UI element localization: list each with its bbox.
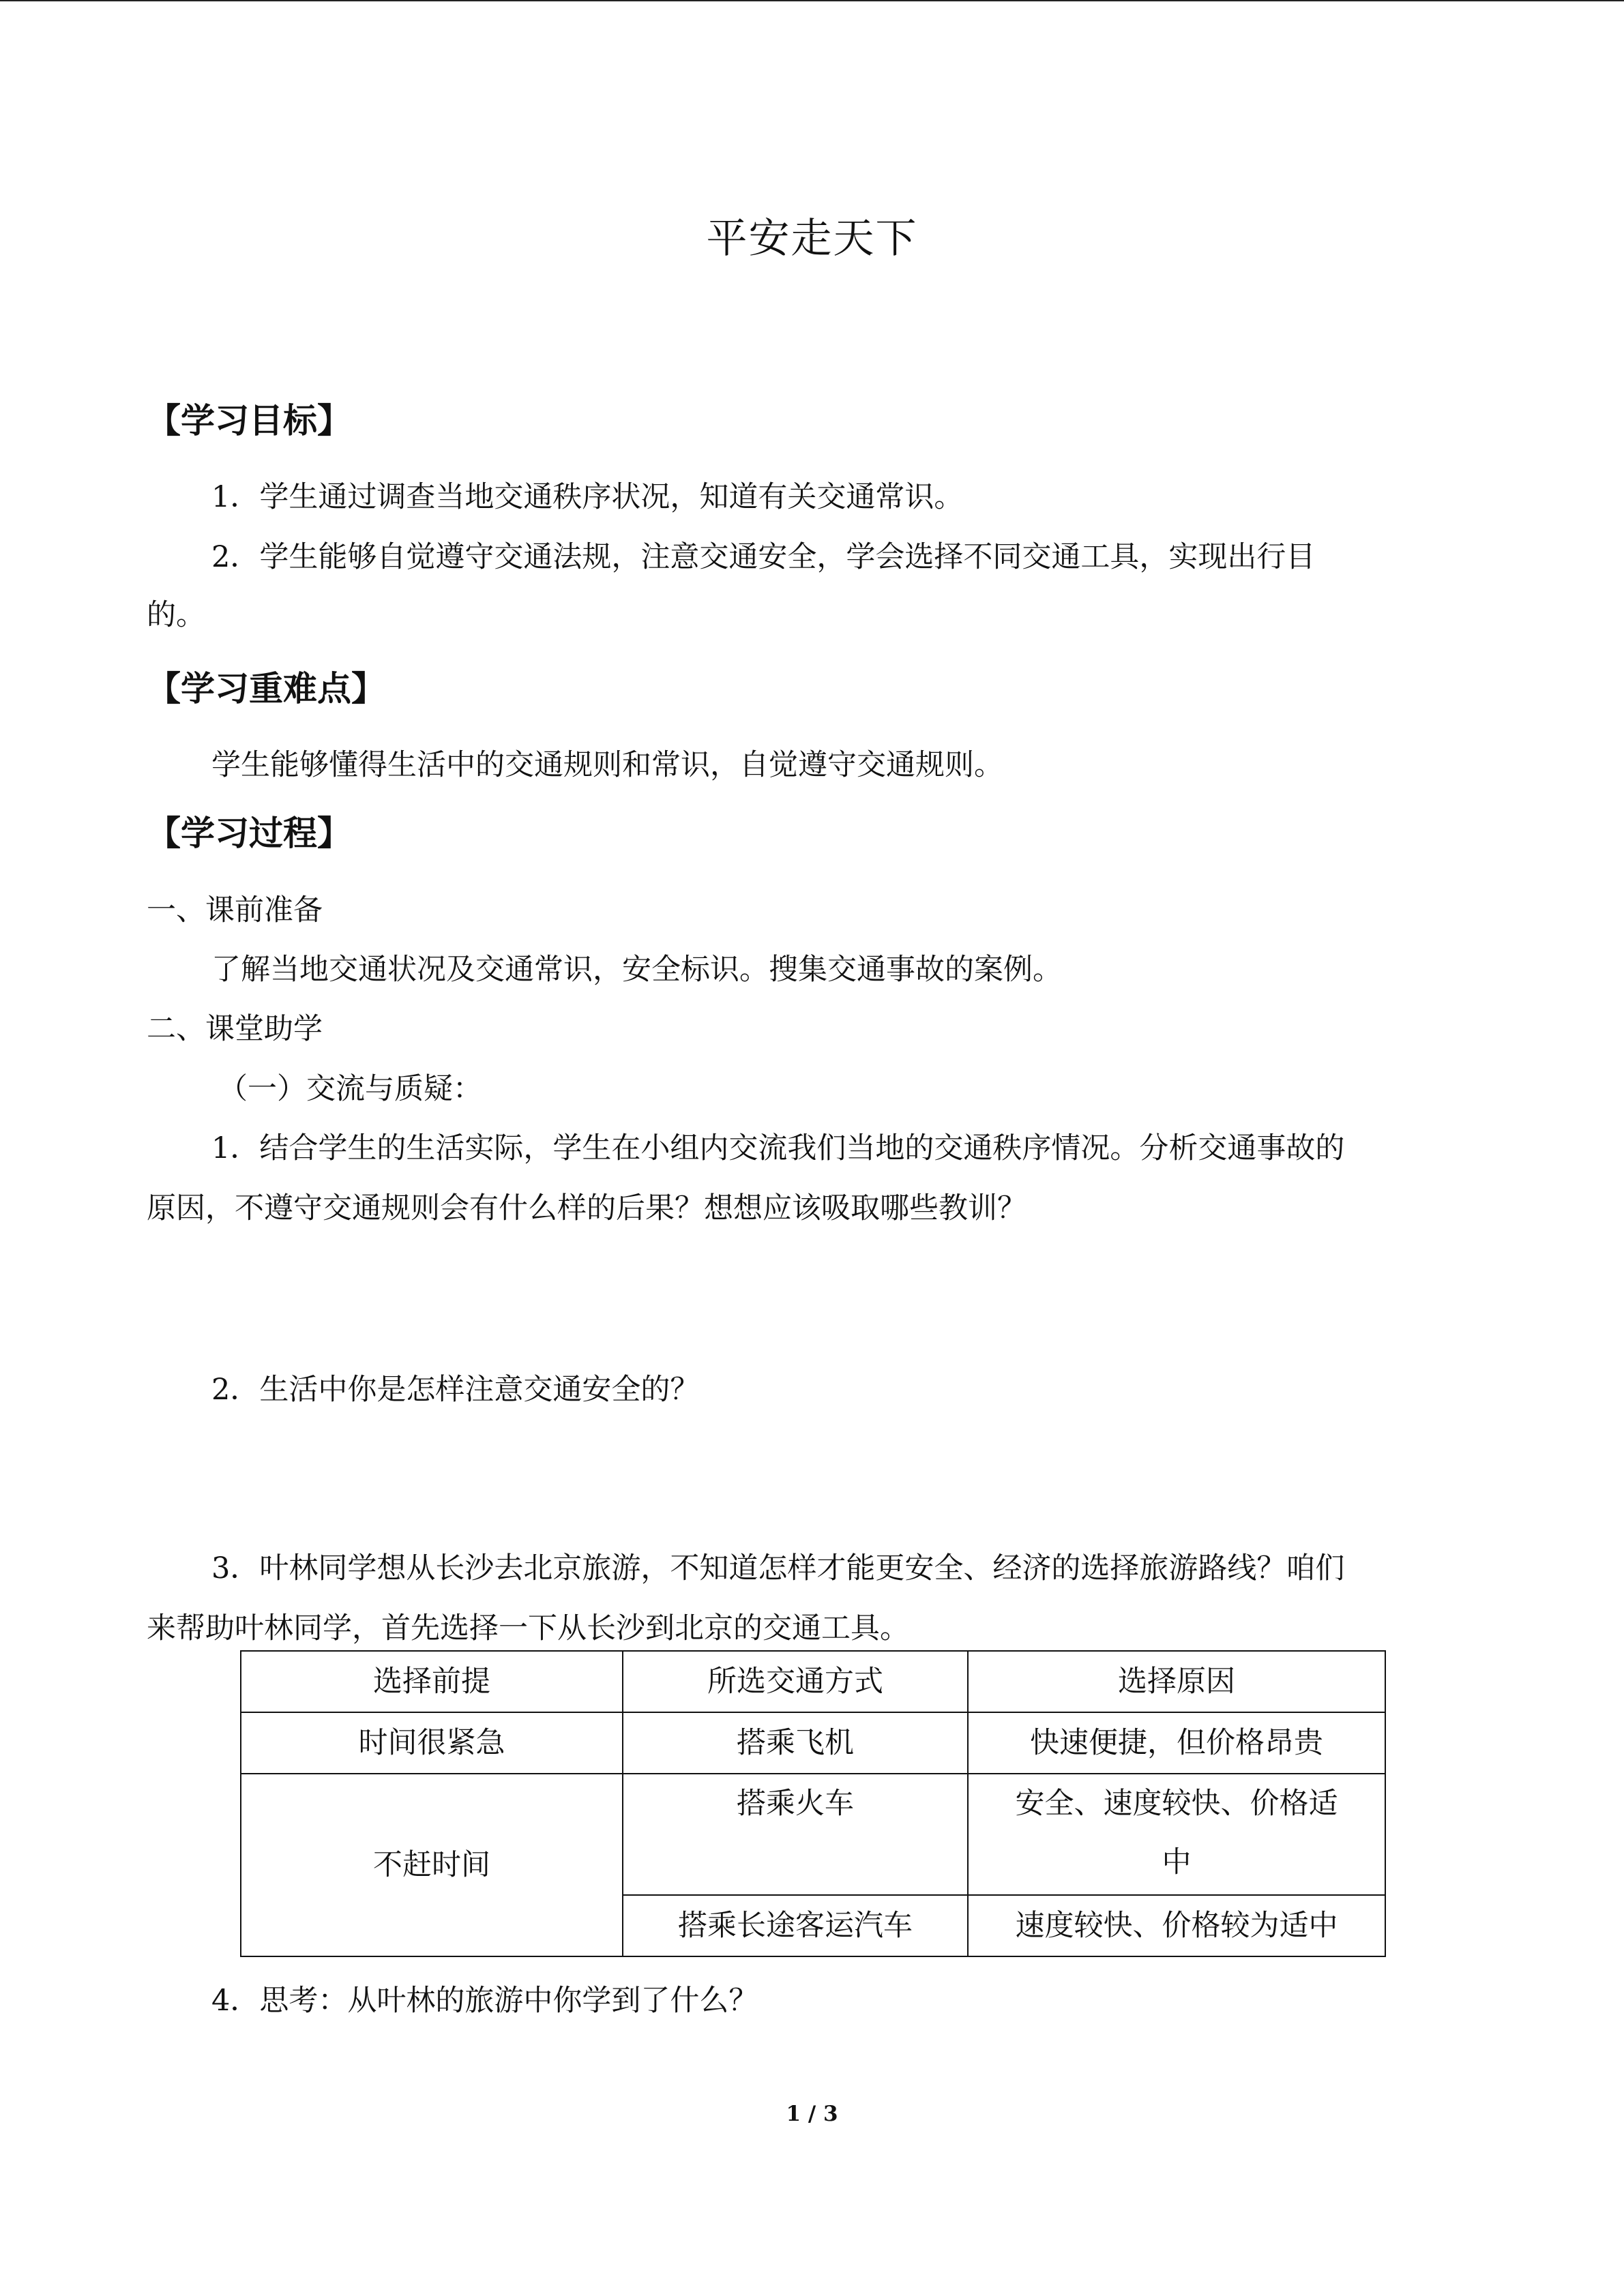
- document-title: 平安走天下: [706, 215, 918, 263]
- part2-title: 二、课堂助学: [147, 1012, 323, 1046]
- question-3-line-1: 3．叶林同学想从长沙去北京旅游，不知道怎样才能更安全、经济的选择旅游路线？咱们: [211, 1551, 1345, 1585]
- goal-item-2: 2．学生能够自觉遵守交通法规，注意交通安全，学会选择不同交通工具，实现出行目: [211, 540, 1316, 574]
- table-header-cell: 所选交通方式: [623, 1651, 968, 1712]
- table-cell-reason: [968, 1774, 1385, 1895]
- table-cell-reason: 快速便捷，但价格昂贵: [968, 1712, 1385, 1774]
- part1-text: 了解当地交通状况及交通常识，安全标识。搜集交通事故的案例。: [211, 953, 1062, 987]
- table-cell-reason: 速度较快、价格较为适中: [968, 1895, 1385, 1956]
- table-row: [241, 1712, 1385, 1774]
- goal-item-1: 1．学生通过调查当地交通秩序状况，知道有关交通常识。: [211, 480, 964, 514]
- section-heading-process: 【学习过程】: [147, 814, 351, 853]
- transport-table: [240, 1650, 1386, 1957]
- table-cell-mode: 搭乘飞机: [623, 1712, 968, 1774]
- key-points-text: 学生能够懂得生活中的交通规则和常识，自觉遵守交通规则。: [211, 748, 1003, 782]
- section-heading-goals: 【学习目标】: [147, 401, 351, 441]
- page-indicator: 1 / 3: [786, 2102, 838, 2126]
- question-2: 2．生活中你是怎样注意交通安全的？: [211, 1373, 700, 1407]
- table-cell-reason-line: 安全、速度较快、价格适: [1015, 1787, 1338, 1821]
- table-header-cell: 选择原因: [968, 1651, 1385, 1712]
- question-1-line-2: 原因，不遵守交通规则会有什么样的后果？想想应该吸取哪些教训？: [147, 1191, 1027, 1225]
- question-3-line-2: 来帮助叶林同学，首先选择一下从长沙到北京的交通工具。: [147, 1611, 909, 1645]
- table-cell-mode: 搭乘火车: [623, 1774, 968, 1895]
- question-4: 4．思考：从叶林的旅游中你学到了什么？: [211, 1984, 758, 2018]
- table-row: [241, 1774, 1385, 1895]
- section-heading-key-points: 【学习重难点】: [147, 669, 385, 709]
- question-1-line-1: 1．结合学生的生活实际，学生在小组内交流我们当地的交通秩序情况。分析交通事故的: [211, 1131, 1345, 1165]
- table-cell-mode: 搭乘长途客运汽车: [623, 1895, 968, 1956]
- table-header-row: [241, 1651, 1385, 1712]
- transport-table-wrapper: [240, 1650, 1385, 1956]
- table-cell-reason-line: 中: [1162, 1845, 1192, 1879]
- subsection-title: （一）交流与质疑：: [218, 1072, 482, 1106]
- table-cell-premise: 不赶时间: [241, 1774, 623, 1956]
- part1-title: 一、课前准备: [147, 893, 323, 927]
- table-cell-premise: 时间很紧急: [241, 1712, 623, 1774]
- table-header-cell: 选择前提: [241, 1651, 623, 1712]
- goal-item-2-cont: 的。: [147, 598, 205, 632]
